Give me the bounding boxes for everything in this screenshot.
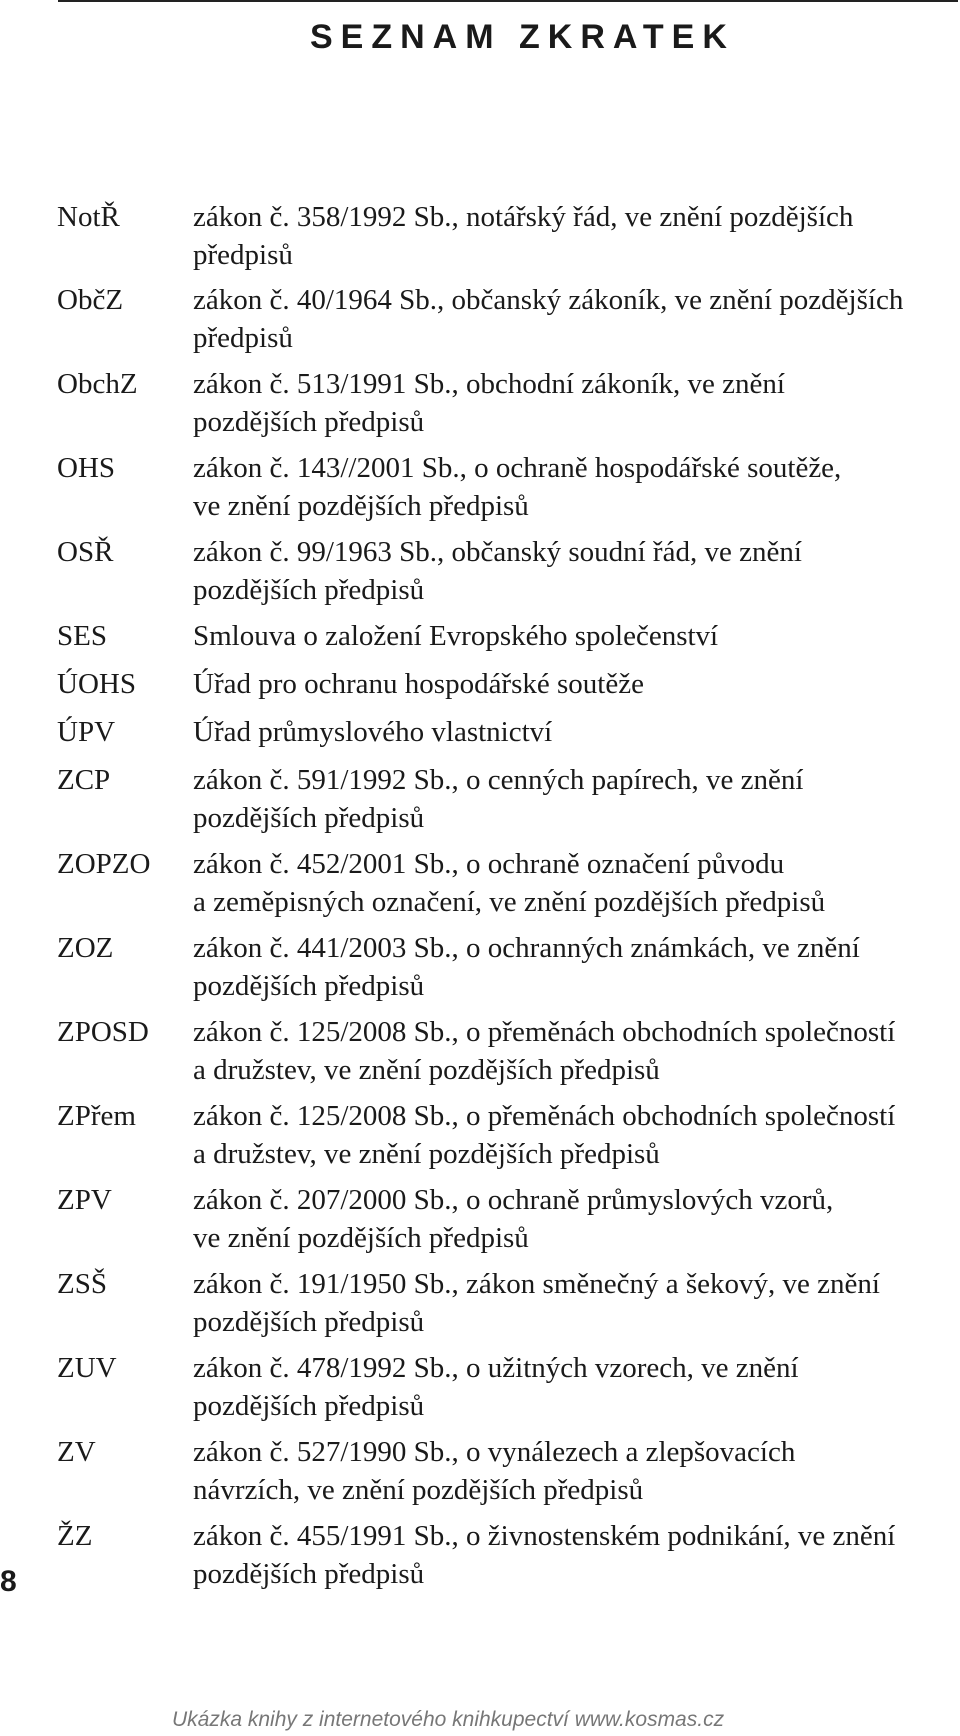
abbreviation: ZSŠ [57, 1268, 107, 1300]
abbreviation-definition [193, 365, 958, 441]
abbreviation-definition [193, 665, 958, 703]
abbreviation-definition [193, 281, 958, 357]
definition-line: ve znění pozdějších předpisů [193, 1222, 529, 1254]
definition-line: zákon č. 452/2001 Sb., o ochraně označení původu [193, 848, 785, 880]
definition-line: a zeměpisných označení, ve znění pozdějších předpisů [193, 886, 826, 918]
abbreviation: ŽZ [57, 1520, 93, 1552]
abbreviation-definition [193, 1097, 958, 1173]
definition-line: zákon č. 40/1964 Sb., občanský zákoník, ve znění pozdějších [193, 284, 904, 316]
definition-line: zákon č. 358/1992 Sb., notářský řád, ve znění pozdějších [193, 201, 854, 233]
abbreviation: ZOZ [57, 932, 114, 964]
definition-line: zákon č. 441/2003 Sb., o ochranných známkách, ve znění [193, 932, 860, 964]
abbreviation-definition [193, 449, 958, 525]
abbreviation-definition [193, 761, 958, 837]
abbreviation-definition [193, 1433, 958, 1509]
definition-line: zákon č. 591/1992 Sb., o cenných papírech, ve znění [193, 764, 804, 796]
definition-line: zákon č. 125/2008 Sb., o přeměnách obchodních společností [193, 1100, 896, 1132]
definition-line: zákon č. 455/1991 Sb., o živnostenském podnikání, ve znění [193, 1520, 896, 1552]
abbreviation: ÚOHS [57, 668, 136, 700]
abbreviation: ZCP [57, 764, 111, 796]
definition-line: a družstev, ve znění pozdějších předpisů [193, 1054, 660, 1086]
definition-line: Úřad průmyslového vlastnictví [193, 716, 553, 748]
abbreviation: ZPřem [57, 1100, 136, 1132]
definition-line: zákon č. 513/1991 Sb., obchodní zákoník, ve znění [193, 368, 785, 400]
abbreviation-definition [193, 1349, 958, 1425]
abbreviation: SES [57, 620, 107, 652]
definition-line: pozdějších předpisů [193, 802, 425, 834]
abbreviation: ZPOSD [57, 1016, 149, 1048]
definition-line: zákon č. 191/1950 Sb., zákon směnečný a šekový, ve znění [193, 1268, 880, 1300]
definition-line: ve znění pozdějších předpisů [193, 490, 529, 522]
definition-line: zákon č. 125/2008 Sb., o přeměnách obchodních společností [193, 1016, 896, 1048]
definition-line: předpisů [193, 239, 293, 271]
abbreviation-definition [193, 533, 958, 609]
definition-line: zákon č. 99/1963 Sb., občanský soudní řád, ve znění [193, 536, 802, 568]
definition-line: zákon č. 478/1992 Sb., o užitných vzorech, ve znění [193, 1352, 799, 1384]
definition-line: pozdějších předpisů [193, 574, 425, 606]
abbreviation: ZPV [57, 1184, 112, 1216]
abbreviation: OSŘ [57, 536, 114, 568]
definition-line: předpisů [193, 322, 293, 354]
definition-line: a družstev, ve znění pozdějších předpisů [193, 1138, 660, 1170]
abbreviation: ObčZ [57, 284, 124, 316]
abbreviation-definition [193, 198, 958, 274]
abbreviation-definition [193, 617, 958, 655]
abbreviation: ÚPV [57, 716, 116, 748]
abbreviation-definition [193, 1181, 958, 1257]
abbreviation-definition [193, 929, 958, 1005]
definition-line: pozdějších předpisů [193, 1390, 425, 1422]
definition-line: pozdějších předpisů [193, 1306, 425, 1338]
definition-line: pozdějších předpisů [193, 1558, 425, 1590]
abbreviation: ZV [57, 1436, 96, 1468]
definition-line: Úřad pro ochranu hospodářské soutěže [193, 668, 644, 700]
abbreviation-definition [193, 713, 958, 751]
abbreviation: ZUV [57, 1352, 117, 1384]
definition-line: zákon č. 143//2001 Sb., o ochraně hospodářské soutěže, [193, 452, 842, 484]
definition-line: pozdějších předpisů [193, 406, 425, 438]
definition-line: návrzích, ve znění pozdějších předpisů [193, 1474, 644, 1506]
abbreviation-definition [193, 1517, 958, 1593]
abbreviation: OHS [57, 452, 116, 484]
definition-line: pozdějších předpisů [193, 970, 425, 1002]
definition-line: Smlouva o založení Evropského společenství [193, 620, 719, 652]
abbreviation: ObchZ [57, 368, 138, 400]
page-number: 8 [0, 1565, 17, 1598]
abbreviation-definition [193, 845, 958, 921]
definition-line: zákon č. 527/1990 Sb., o vynálezech a zlepšovacích [193, 1436, 796, 1468]
footer-watermark: Ukázka knihy z internetového knihkupectví www.kosmas.cz [172, 1708, 725, 1731]
abbreviation: NotŘ [57, 201, 120, 233]
definition-line: zákon č. 207/2000 Sb., o ochraně průmyslových vzorů, [193, 1184, 834, 1216]
abbreviation-definition [193, 1013, 958, 1089]
page-title: SEZNAM ZKRATEK [310, 18, 735, 56]
abbreviation-definition [193, 1265, 958, 1341]
abbreviation: ZOPZO [57, 848, 151, 880]
